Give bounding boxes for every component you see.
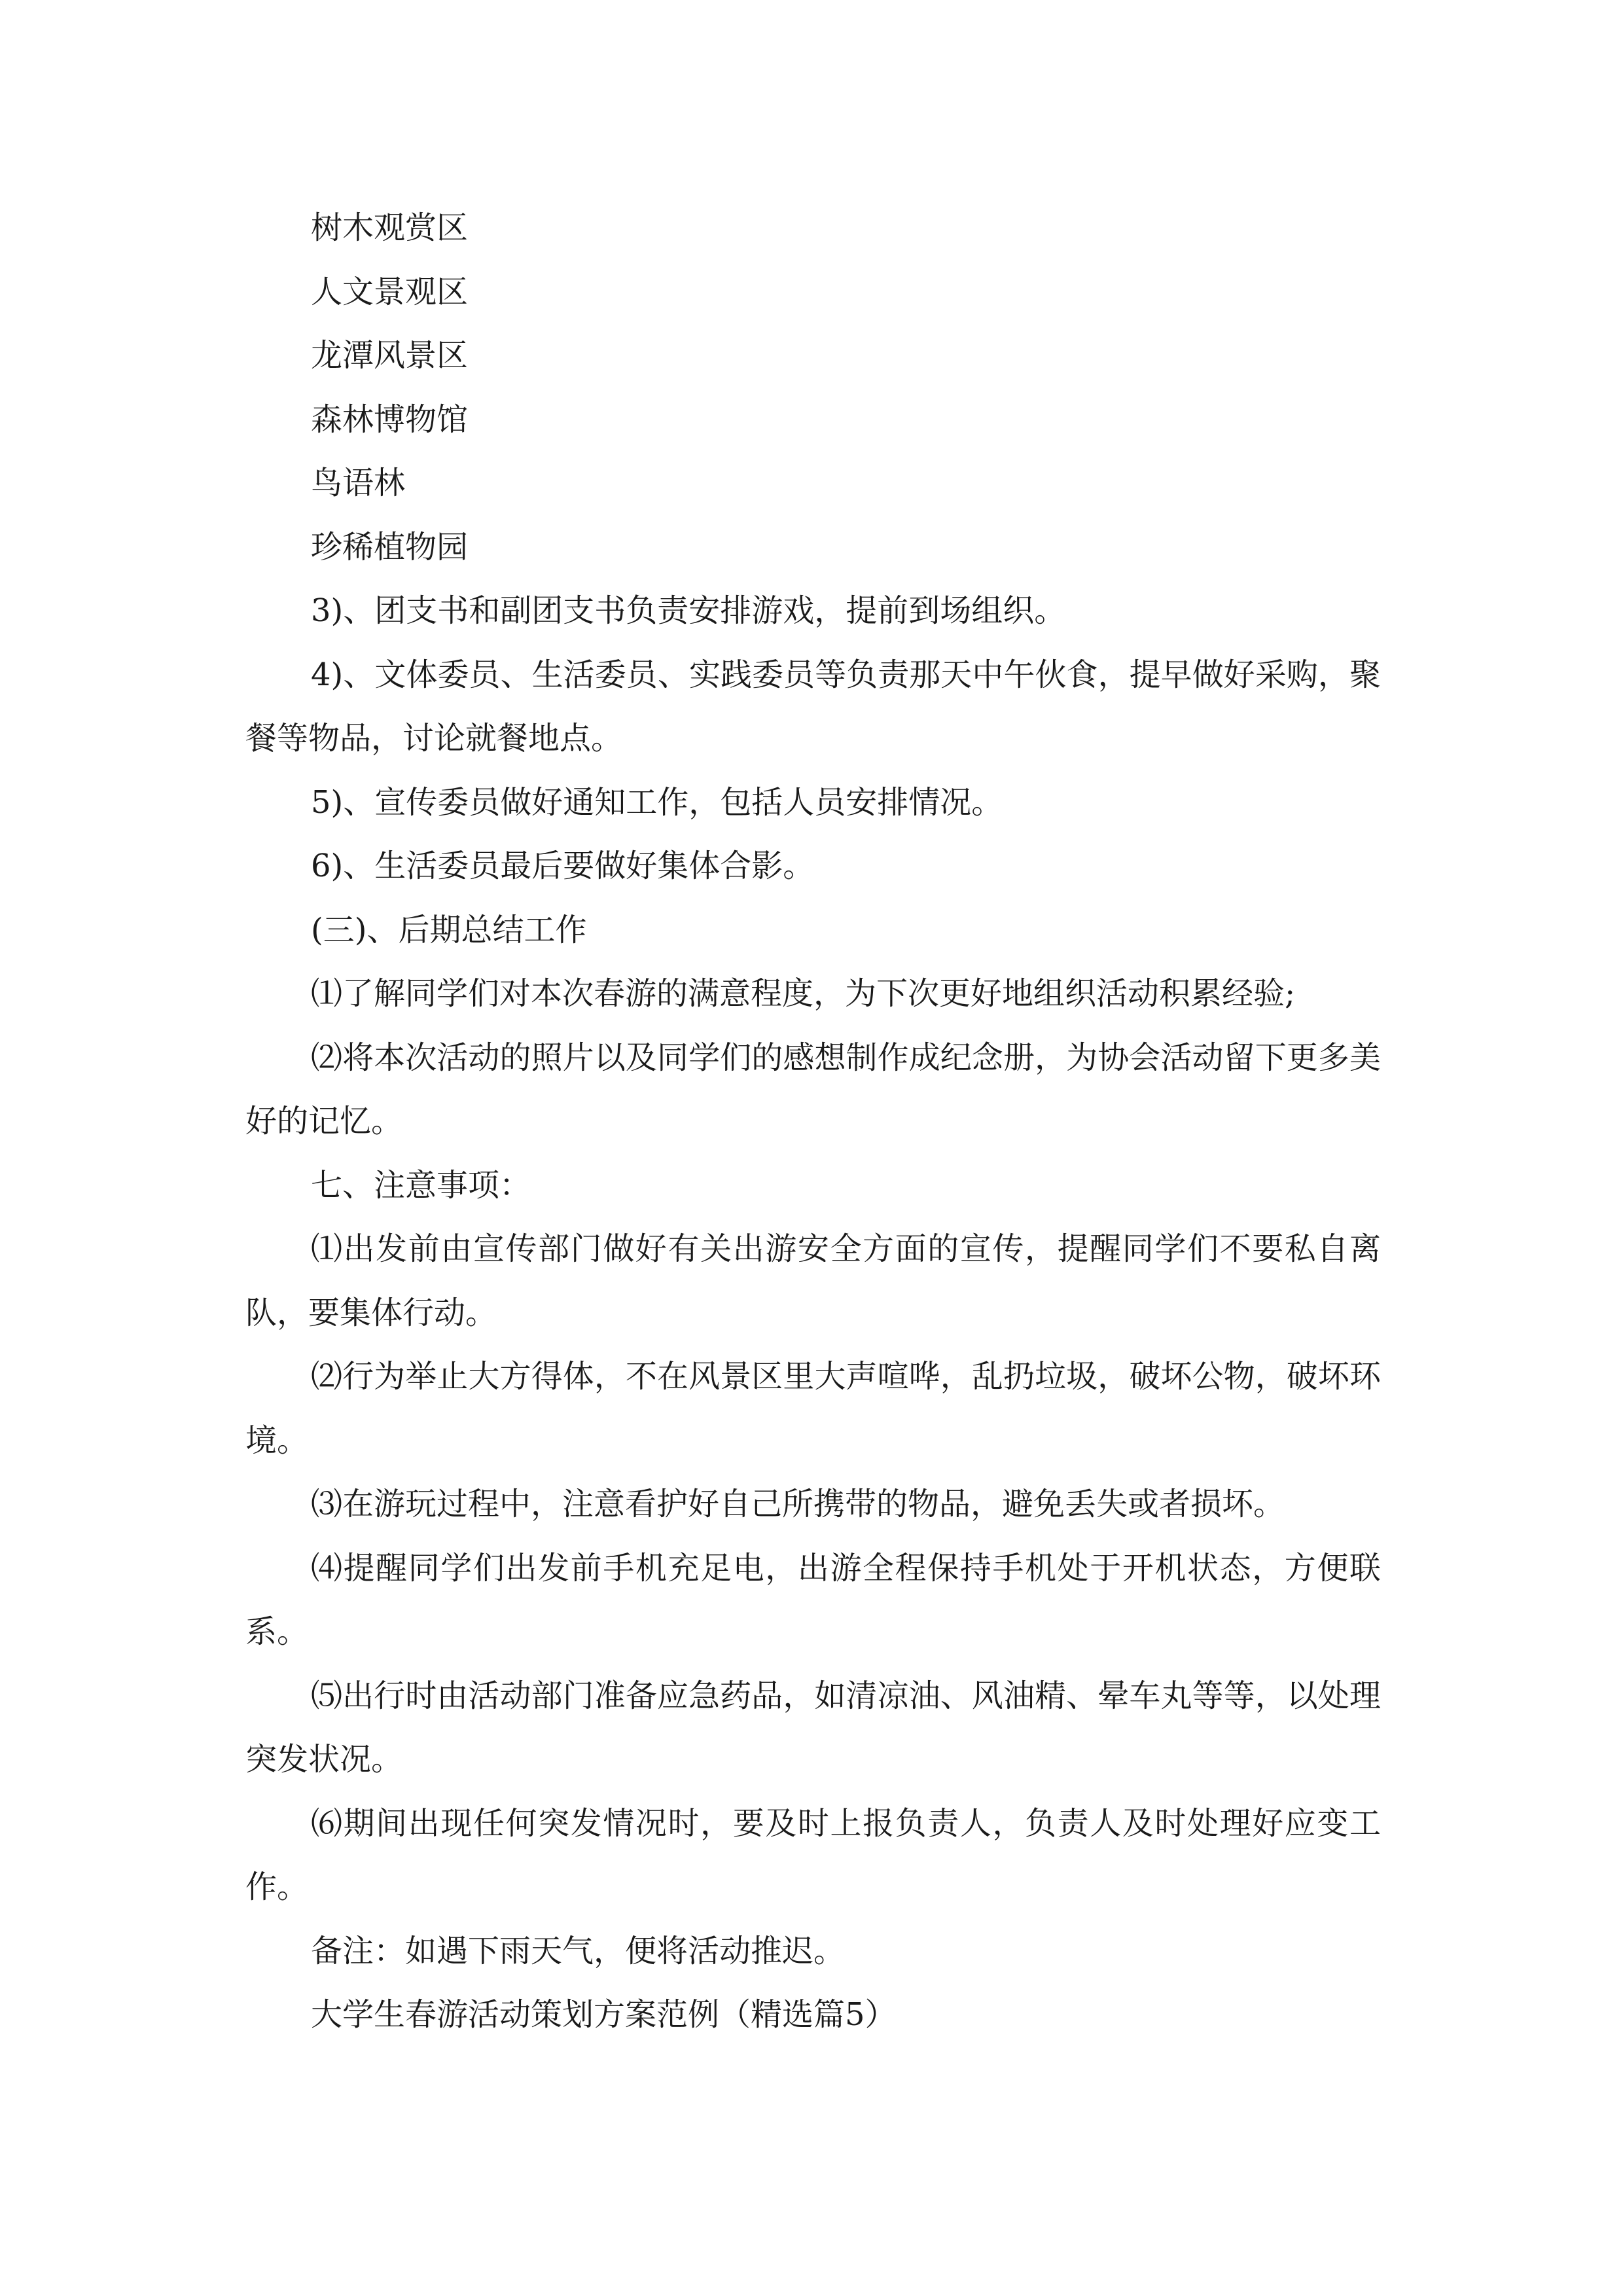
- document-body: [245, 196, 1381, 2047]
- remark-text: 备注：如遇下雨天气，便将活动推迟。: [311, 1932, 846, 1969]
- place-item: 树木观赏区: [311, 209, 469, 246]
- place-item: 珍稀植物园: [311, 528, 469, 565]
- notes-item: ⑸出行时由活动部门准备应急药品，如清凉油、风油精、晕车丸等等，以处理突发状况。: [245, 1677, 1381, 1778]
- notes-item: ⑹期间出现任何突发情况时，要及时上报负责人，负责人及时处理好应变工作。: [245, 1804, 1381, 1905]
- arrangement-item: 3)、团支书和副团支书负责安排游戏，提前到场组织。: [311, 592, 1066, 629]
- notes-item: ⑷提醒同学们出发前手机充足电，出游全程保持手机处于开机状态，方便联系。: [245, 1549, 1381, 1650]
- next-section-title: 大学生春游活动策划方案范例（精选篇5）: [311, 1996, 897, 2033]
- notes-heading: 七、注意事项：: [311, 1166, 531, 1204]
- summary-item: ⑵将本次活动的照片以及同学们的感想制作成纪念册，为协会活动留下更多美好的记忆。: [245, 1039, 1381, 1139]
- place-item: 森林博物馆: [311, 401, 469, 438]
- arrangement-item: 4)、文体委员、生活委员、实践委员等负责那天中午伙食，提早做好采购，聚餐等物品，讨论就餐地点。: [245, 656, 1381, 757]
- arrangement-item: 6)、生活委员最后要做好集体合影。: [311, 848, 815, 884]
- arrangement-item: 5)、宣传委员做好通知工作，包括人员安排情况。: [311, 783, 1003, 821]
- summary-heading: (三)、后期总结工作: [311, 911, 587, 948]
- place-item: 龙潭风景区: [311, 337, 469, 374]
- notes-item: ⑶在游玩过程中，注意看护好自己所携带的物品，避免丢失或者损坏。: [311, 1486, 1285, 1522]
- summary-item: ⑴了解同学们对本次春游的满意程度，为下次更好地组织活动积累经验;: [311, 975, 1296, 1012]
- notes-item: ⑵行为举止大方得体，不在风景区里大声喧哗，乱扔垃圾，破坏公物，破坏环境。: [245, 1358, 1381, 1459]
- place-item: 鸟语林: [311, 465, 406, 501]
- place-item: 人文景观区: [311, 273, 469, 310]
- notes-item: ⑴出发前由宣传部门做好有关出游安全方面的宣传，提醒同学们不要私自离队，要集体行动。: [245, 1230, 1381, 1331]
